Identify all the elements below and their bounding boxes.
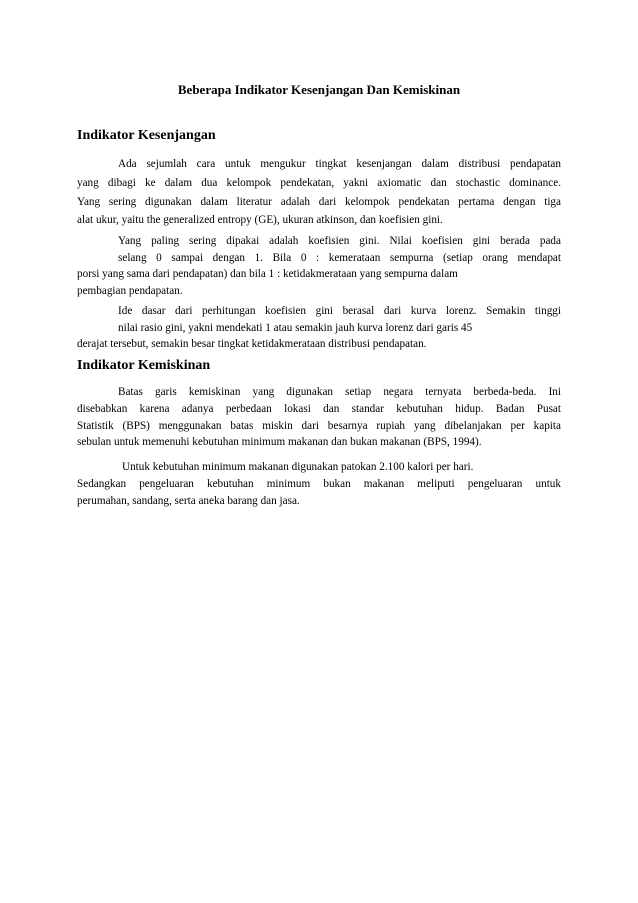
paragraph-line: derajat tersebut, semakin besar tingkat ketidakmerataan distribusi pendapatan. [77,338,427,350]
paragraph-line: nilai rasio gini, yakni mendekati 1 atau semakin jauh kurva lorenz dari garis 45 [118,322,473,334]
paragraph-line: Yang paling sering dipakai adalah koefisien gini. Nilai koefisien gini berada pada [118,235,561,247]
paragraph-line: Untuk kebutuhan minimum makanan digunakan patokan 2.100 kalori per hari. [122,461,474,473]
paragraph-line: Statistik (BPS) menggunakan batas miskin dari besarnya rupiah yang dibelanjakan per kapita [77,420,561,432]
paragraph-line: Batas garis kemiskinan yang digunakan setiap negara ternyata berbeda-beda. Ini [118,386,561,398]
paragraph-line: sebulan untuk memenuhi kebutuhan minimum makanan dan bukan makanan (BPS, 1994). [77,436,482,448]
paragraph-line: Sedangkan pengeluaran kebutuhan minimum bukan makanan meliputi pengeluaran untuk [77,478,561,490]
paragraph-line: alat ukur, yaitu the generalized entropy (GE), ukuran atkinson, dan koefisien gini. [77,214,443,226]
paragraph-line: disebabkan karena adanya perbedaan lokasi dan standar kebutuhan hidup. Badan Pusat [77,403,561,415]
paragraph-line: porsi yang sama dari pendapatan) dan bila 1 : ketidakmerataan yang sempurna dalam [77,268,458,280]
section-heading-kemiskinan: Indikator Kemiskinan [77,358,211,373]
paragraph-line: Ada sejumlah cara untuk mengukur tingkat kesenjangan dalam distribusi pendapatan [118,158,561,170]
page-title: Beberapa Indikator Kesenjangan Dan Kemiskinan [177,82,461,97]
paragraph-line: pembagian pendapatan. [77,285,183,297]
paragraph-line: Yang sering digunakan dalam literatur adalah dari kelompok pendekatan pertama dengan tiga [77,196,561,208]
section-heading-kesenjangan: Indikator Kesenjangan [77,128,216,143]
paragraph-line: yang dibagi ke dalam dua kelompok pendekatan, yakni axiomatic dan stochastic dominance. [77,177,561,189]
paragraph-line: Ide dasar dari perhitungan koefisien gini berasal dari kurva lorenz. Semakin tinggi [118,305,561,317]
paragraph-line: selang 0 sampai dengan 1. Bila 0 : kemerataan sempurna (setiap orang mendapat [118,252,561,264]
paragraph-line: perumahan, sandang, serta aneka barang dan jasa. [77,495,300,507]
